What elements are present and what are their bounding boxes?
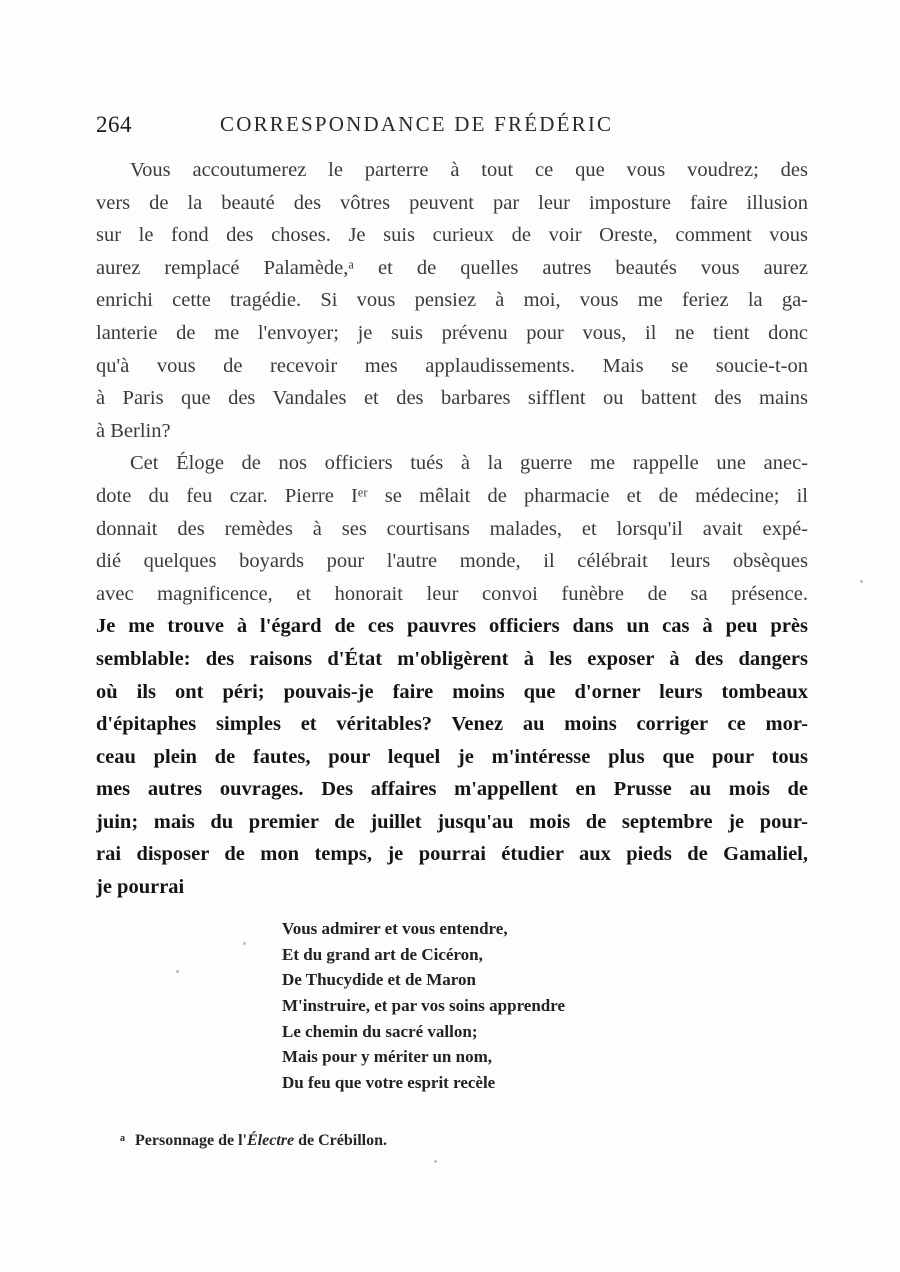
text-line: lanterie de me l'envoyer; je suis prévenu pour vous, il ne tient donc [96, 321, 808, 344]
text-line: aurez remplacé Palamède,ᵃ et de quelles autres beautés vous aurez [96, 256, 808, 279]
verse-line: Le chemin du sacré vallon; [282, 1021, 478, 1041]
text-line: mes autres ouvrages. Des affaires m'appellent en Prusse au mois de [96, 778, 808, 801]
text-line: Je me trouve à l'égard de ces pauvres officiers dans un cas à peu près [96, 615, 808, 638]
text-line: dote du feu czar. Pierre Iᵉʳ se mêlait de pharmacie et de médecine; il [96, 484, 808, 507]
text-line: à Berlin? [96, 419, 171, 442]
text-line: donnait des remèdes à ses courtisans malades, et lorsqu'il avait expé- [96, 517, 808, 540]
verse-block [282, 916, 642, 1096]
paper-speck [176, 970, 179, 973]
page-header [96, 112, 808, 144]
footnote [120, 1132, 387, 1150]
verse-line: De Thucydide et de Maron [282, 970, 476, 990]
body-text [96, 154, 808, 904]
text-line: juin; mais du premier de juillet jusqu'au mois de septembre je pour- [96, 810, 808, 833]
text-line: Cet Éloge de nos officiers tués à la guerre me rappelle une anec- [130, 452, 808, 475]
text-line: rai disposer de mon temps, je pourrai étudier aux pieds de Gamaliel, [96, 843, 808, 866]
page-number: 264 [96, 112, 132, 137]
paper-speck [434, 1160, 437, 1163]
verse-line: M'instruire, et par vos soins apprendre [282, 996, 566, 1016]
footnote-mark: a [120, 1133, 125, 1144]
running-title: CORRESPONDANCE DE FRÉDÉRIC [220, 112, 614, 136]
verse-line: Et du grand art de Cicéron, [282, 944, 483, 964]
footnote-italic-title: Électre [247, 1132, 295, 1149]
footnote-text-after: de Crébillon. [294, 1132, 387, 1149]
text-line: vers de la beauté des vôtres peuvent par leur imposture faire illusion [96, 191, 808, 214]
paper-speck [243, 942, 246, 945]
text-line: ceau plein de fautes, pour lequel je m'intéresse plus que pour tous [96, 745, 808, 768]
text-line: dié quelques boyards pour l'autre monde, il célébrait leurs obsèques [96, 550, 808, 573]
text-line: sur le fond des choses. Je suis curieux de voir Oreste, comment vous [96, 224, 808, 247]
paper-speck [860, 580, 863, 583]
text-line: semblable: des raisons d'État m'obligèrent à les exposer à des dangers [96, 647, 808, 670]
text-line: avec magnificence, et honorait leur convoi funèbre de sa présence. [96, 582, 808, 605]
verse-line: Du feu que votre esprit recèle [282, 1073, 496, 1093]
verse-line: Vous admirer et vous entendre, [282, 919, 508, 938]
text-line: je pourrai [96, 876, 185, 899]
text-line: enrichi cette tragédie. Si vous pensiez à moi, vous me feriez la ga- [96, 289, 808, 312]
text-line: où ils ont péri; pouvais-je faire moins que d'orner leurs tombeaux [96, 680, 808, 703]
text-line: Vous accoutumerez le parterre à tout ce que vous voudrez; des [130, 159, 808, 181]
footnote-text-before: Personnage de l' [135, 1132, 247, 1149]
verse-line: Mais pour y mériter un nom, [282, 1047, 492, 1067]
text-line: qu'à vous de recevoir mes applaudissements. Mais se soucie-t-on [96, 354, 808, 377]
text-line: d'épitaphes simples et véritables? Venez au moins corriger ce mor- [96, 713, 808, 736]
text-line: à Paris que des Vandales et des barbares sifflent ou battent des mains [96, 387, 808, 410]
